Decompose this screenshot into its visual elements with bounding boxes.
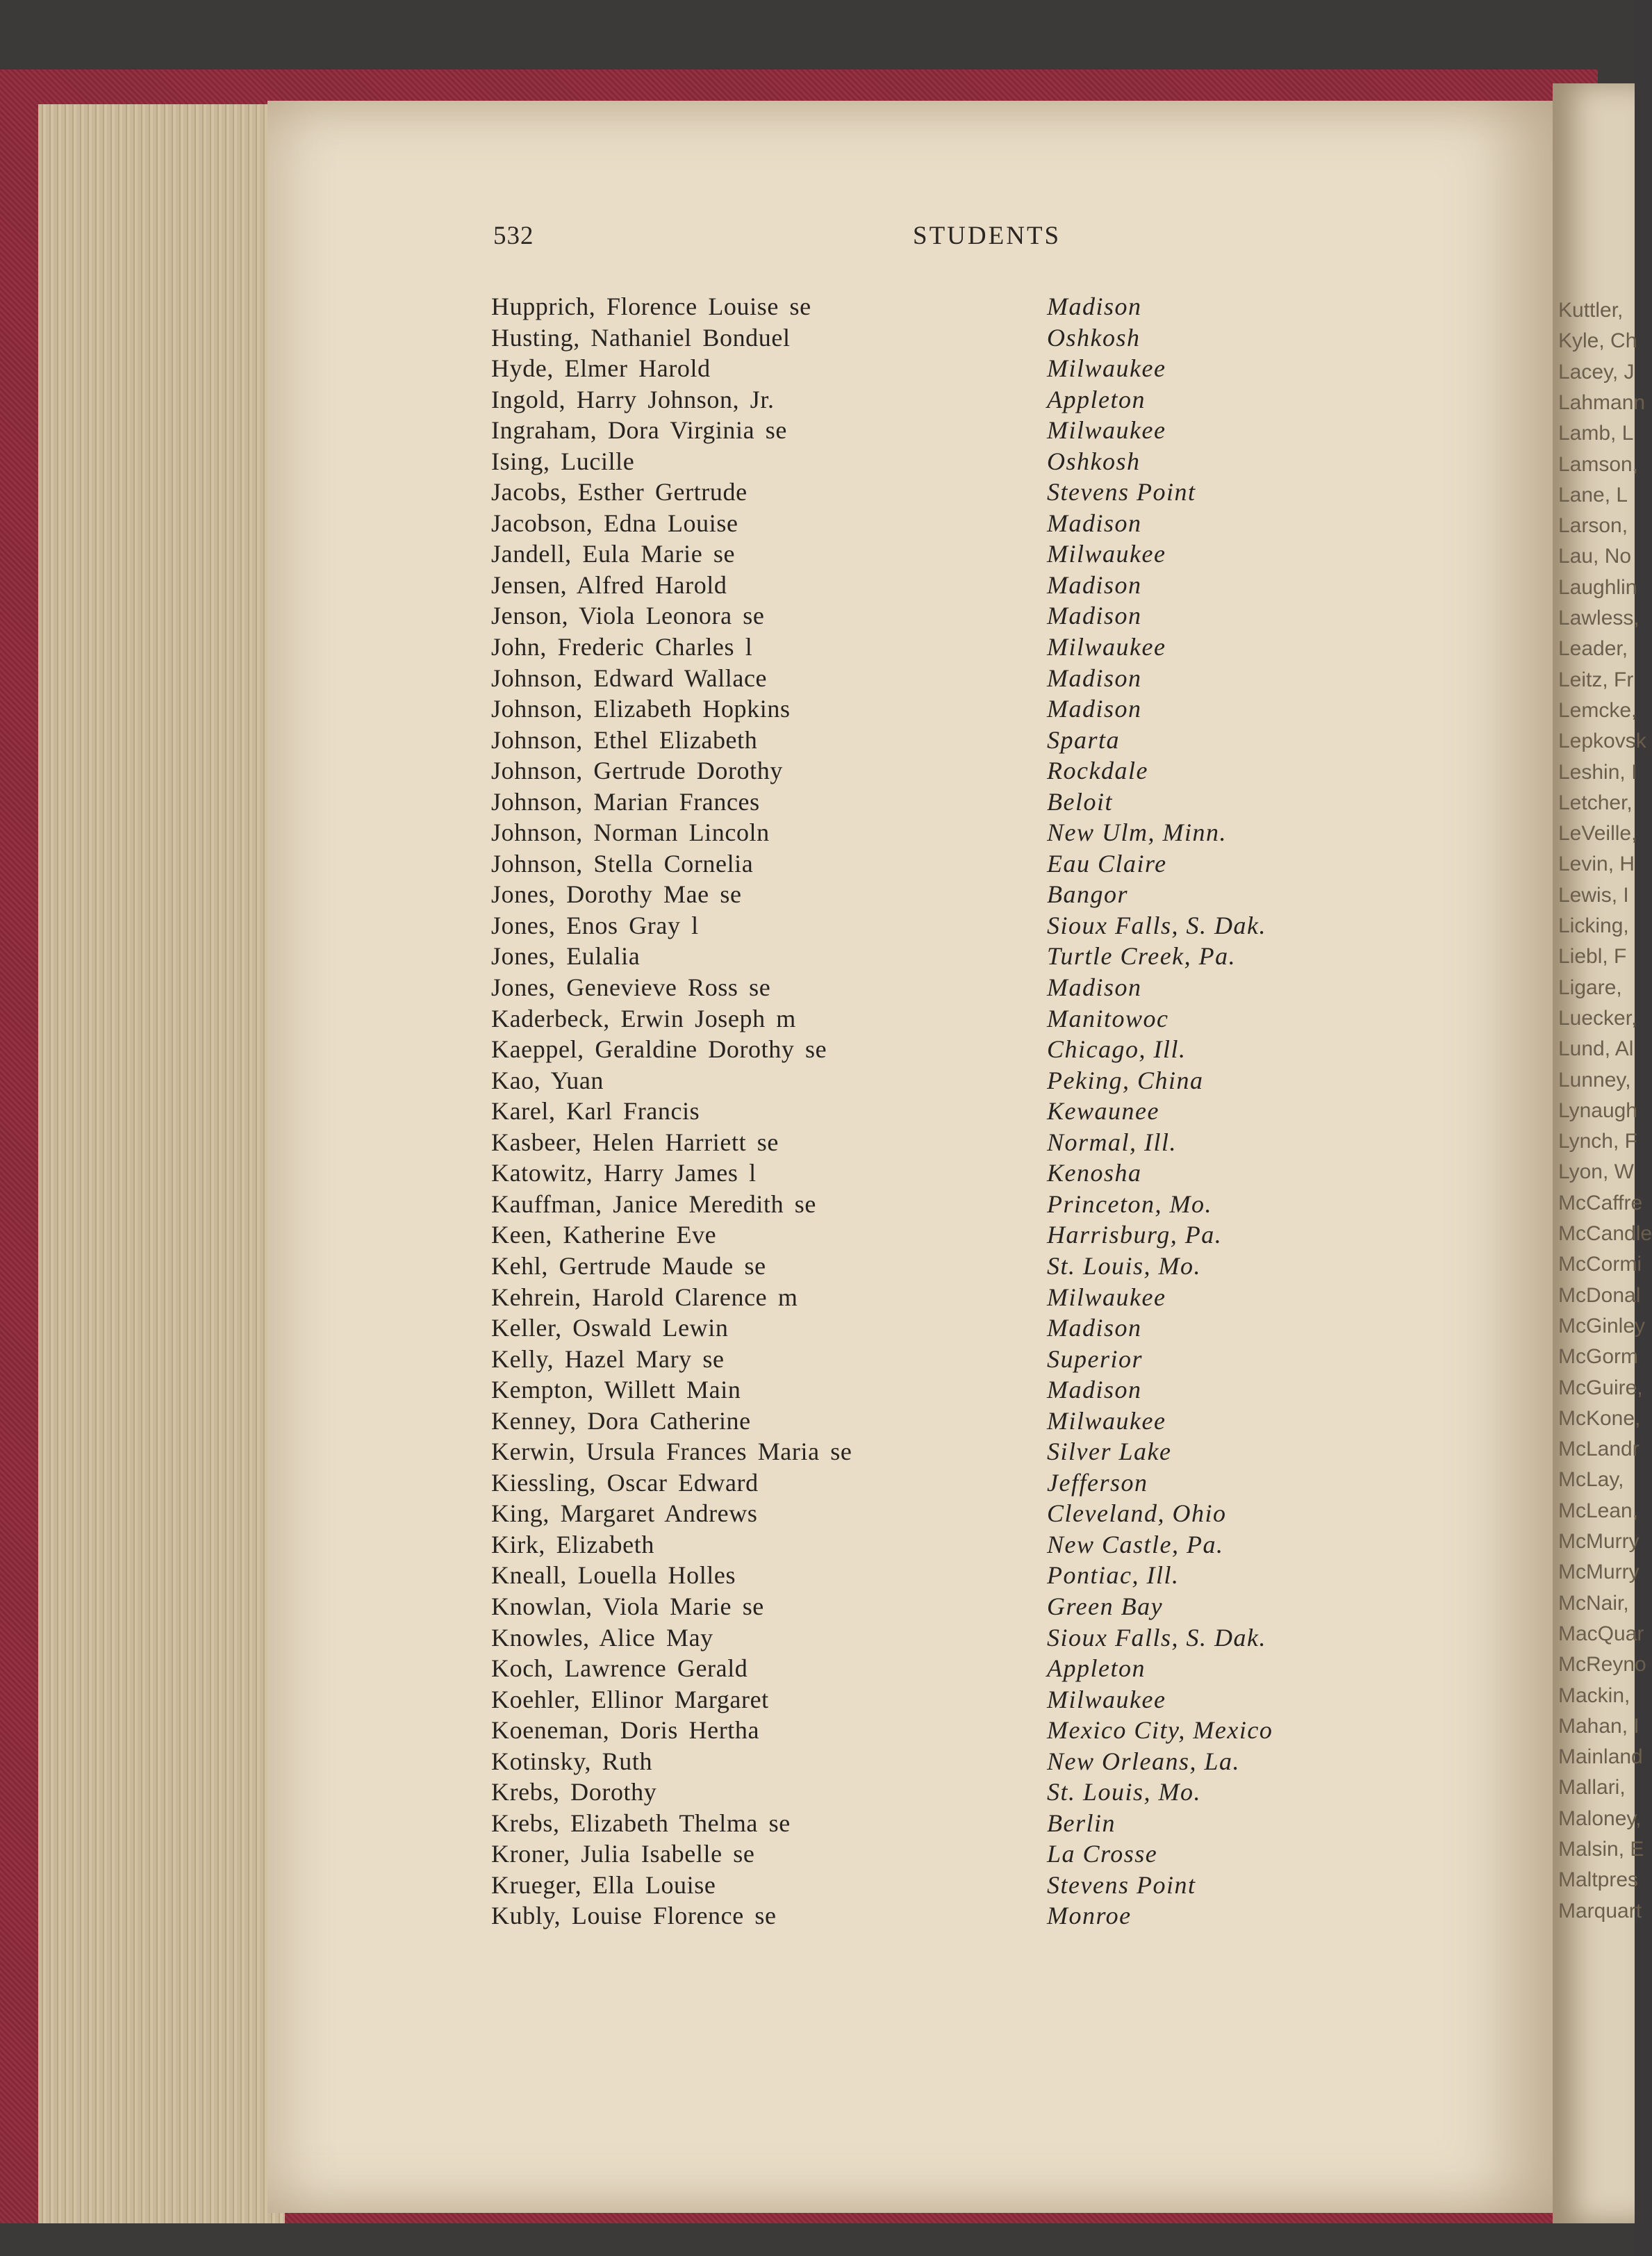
student-row (491, 1870, 1394, 1902)
facing-page-fragment: Laughlin (1558, 575, 1637, 599)
student-hometown: Manitowoc (1047, 1004, 1169, 1032)
facing-page-fragment: Maltpres (1558, 1868, 1639, 1892)
student-row (491, 1096, 1394, 1128)
student-row (491, 1158, 1394, 1189)
student-row (491, 1592, 1394, 1623)
student-name: Jacobs, Esther Gertrude (491, 478, 747, 507)
student-name: Husting, Nathaniel Bonduel (491, 323, 791, 352)
student-name: Kasbeer, Helen Harriett se (491, 1128, 779, 1156)
student-name: Kenney, Dora Catherine (491, 1406, 751, 1435)
facing-page-fragment: Liebl, F (1558, 945, 1627, 969)
student-hometown: Oshkosh (1047, 323, 1141, 352)
student-name: Ingraham, Dora Virginia se (491, 416, 787, 445)
student-name: Kneall, Louella Holles (491, 1561, 736, 1590)
student-hometown: Milwaukee (1047, 416, 1166, 445)
student-hometown: St. Louis, Mo. (1047, 1251, 1202, 1280)
student-row (491, 1901, 1394, 1932)
student-row (491, 1809, 1394, 1840)
student-hometown: Silver Lake (1047, 1438, 1172, 1466)
facing-page-fragment: Lund, Al (1558, 1037, 1634, 1061)
student-hometown: La Crosse (1047, 1840, 1158, 1868)
facing-page-names (1553, 83, 1652, 2223)
student-row (491, 664, 1394, 695)
student-name: Keller, Oswald Lewin (491, 1314, 729, 1342)
student-hometown: Milwaukee (1047, 1685, 1166, 1713)
student-row (491, 477, 1394, 509)
student-hometown: Princeton, Mo. (1047, 1189, 1212, 1218)
student-name: Jones, Eulalia (491, 942, 641, 971)
student-row (491, 1220, 1394, 1251)
student-hometown: Madison (1047, 1314, 1142, 1342)
student-name: Krebs, Elizabeth Thelma se (491, 1809, 791, 1837)
student-hometown: Stevens Point (1047, 478, 1196, 507)
student-row (491, 756, 1394, 787)
student-hometown: Oshkosh (1047, 447, 1141, 475)
facing-page-fragment: Luecker, (1558, 1006, 1637, 1030)
student-hometown: Superior (1047, 1344, 1143, 1373)
student-hometown: Normal, Ill. (1047, 1128, 1178, 1156)
student-row (491, 323, 1394, 354)
student-hometown: New Orleans, La. (1047, 1747, 1241, 1775)
student-hometown: New Castle, Pa. (1047, 1530, 1224, 1558)
student-hometown: Rockdale (1047, 757, 1148, 785)
student-name: Jandell, Eula Marie se (491, 540, 736, 568)
facing-page-fragment: Leshin, I (1558, 760, 1637, 784)
student-name: Jones, Enos Gray l (491, 911, 699, 939)
facing-page-fragment: Lynaugh (1558, 1098, 1637, 1122)
student-row (491, 1561, 1394, 1592)
facing-page-fragment: Lacey, J (1558, 360, 1635, 384)
facing-page-fragment: Malsin, E (1558, 1838, 1644, 1861)
student-name: Hyde, Elmer Harold (491, 354, 711, 383)
facing-page-fragment: Lunney, (1558, 1068, 1631, 1092)
student-row (491, 1066, 1394, 1097)
facing-page-fragment: LeVeille, (1558, 822, 1637, 846)
student-hometown: Cleveland, Ohio (1047, 1499, 1227, 1528)
student-name: Kehrein, Harold Clarence m (491, 1283, 798, 1311)
student-name: Kirk, Elizabeth (491, 1530, 654, 1558)
student-name: Krueger, Ella Louise (491, 1870, 716, 1899)
facing-page-fragment: McNair, (1558, 1591, 1629, 1615)
student-hometown: Peking, China (1047, 1066, 1204, 1094)
facing-page-fragment: McMurry (1558, 1530, 1639, 1553)
facing-page-fragment: McGuire, (1558, 1376, 1643, 1399)
student-row (491, 911, 1394, 942)
student-name: Kubly, Louise Florence se (491, 1902, 777, 1930)
student-row (491, 973, 1394, 1004)
student-hometown: Beloit (1047, 787, 1113, 816)
student-row (491, 849, 1394, 880)
student-name: Keen, Katherine Eve (491, 1221, 717, 1249)
student-row (491, 292, 1394, 323)
facing-page-fragment: Lamson, (1558, 452, 1639, 476)
student-name: Johnson, Gertrude Dorothy (491, 757, 783, 785)
facing-page-fragment: McKone, (1558, 1406, 1641, 1430)
student-row (491, 354, 1394, 385)
student-row (491, 1406, 1394, 1438)
student-row (491, 632, 1394, 664)
student-row (491, 1189, 1394, 1221)
student-name: Knowlan, Viola Marie se (491, 1592, 764, 1620)
student-row (491, 509, 1394, 540)
student-hometown: Madison (1047, 695, 1142, 723)
student-name: Johnson, Elizabeth Hopkins (491, 695, 791, 723)
student-name: Krebs, Dorothy (491, 1778, 657, 1806)
student-name: Kelly, Hazel Mary se (491, 1344, 725, 1373)
student-hometown: Madison (1047, 973, 1142, 1002)
student-row (491, 725, 1394, 757)
student-row (491, 787, 1394, 818)
student-row (491, 539, 1394, 570)
student-hometown: Berlin (1047, 1809, 1116, 1837)
student-name: Johnson, Stella Cornelia (491, 849, 754, 878)
student-hometown: Madison (1047, 664, 1142, 692)
student-name: Jones, Genevieve Ross se (491, 973, 771, 1002)
student-hometown: Sioux Falls, S. Dak. (1047, 911, 1266, 939)
student-row (491, 447, 1394, 478)
student-name: Johnson, Marian Frances (491, 787, 760, 816)
student-hometown: Milwaukee (1047, 540, 1166, 568)
student-row (491, 1283, 1394, 1314)
student-name: Kaeppel, Geraldine Dorothy se (491, 1035, 827, 1064)
facing-page-fragment: Lamb, L (1558, 422, 1634, 445)
student-row (491, 1839, 1394, 1870)
student-name: Ingold, Harry Johnson, Jr. (491, 385, 775, 413)
student-hometown: Madison (1047, 1376, 1142, 1404)
facing-page-fragment: McMurry (1558, 1561, 1639, 1584)
facing-page-fragment: McLean, (1558, 1499, 1639, 1522)
student-row (491, 1623, 1394, 1654)
student-hometown: Milwaukee (1047, 1283, 1166, 1311)
student-name: Koehler, Ellinor Margaret (491, 1685, 769, 1713)
student-row (491, 1654, 1394, 1685)
student-hometown: Madison (1047, 570, 1142, 599)
page-edges (38, 104, 285, 2223)
facing-page-fragment: Lawless, (1558, 607, 1639, 629)
student-row (491, 385, 1394, 416)
student-row (491, 1313, 1394, 1344)
student-name: John, Frederic Charles l (491, 633, 753, 661)
student-row (491, 1128, 1394, 1159)
student-row (491, 1344, 1394, 1376)
facing-page-fragment: Mainland (1558, 1745, 1643, 1769)
facing-page-fragment: Kyle, Ch (1558, 329, 1637, 353)
student-name: King, Margaret Andrews (491, 1499, 758, 1528)
facing-page-fragment: McGorm (1558, 1345, 1638, 1369)
student-list (491, 292, 1394, 1932)
student-row (491, 1499, 1394, 1530)
student-row (491, 1004, 1394, 1035)
student-name: Kauffman, Janice Meredith se (491, 1189, 816, 1218)
student-hometown: St. Louis, Mo. (1047, 1778, 1202, 1806)
facing-page-fragment: McCaffre (1558, 1191, 1643, 1215)
student-name: Koch, Lawrence Gerald (491, 1654, 748, 1683)
student-name: Koeneman, Doris Hertha (491, 1716, 760, 1745)
student-name: Katowitz, Harry James l (491, 1159, 757, 1187)
student-hometown: Milwaukee (1047, 1406, 1166, 1435)
facing-page-fragment: Mallari, (1558, 1776, 1626, 1800)
student-name: Karel, Karl Francis (491, 1097, 700, 1126)
student-hometown: Stevens Point (1047, 1870, 1196, 1899)
facing-page (1553, 83, 1652, 2223)
student-hometown: Bangor (1047, 880, 1128, 909)
facing-page-fragment: Lynch, F (1558, 1130, 1637, 1153)
facing-page-fragment: Kuttler, (1558, 299, 1624, 322)
student-row (491, 694, 1394, 725)
student-row (491, 1468, 1394, 1499)
facing-page-fragment: Lane, L (1558, 483, 1628, 507)
student-hometown: Milwaukee (1047, 354, 1166, 383)
facing-page-fragment: McCormi (1558, 1253, 1642, 1276)
student-name: Kempton, Willett Main (491, 1376, 741, 1404)
student-hometown: Chicago, Ill. (1047, 1035, 1187, 1064)
running-title: STUDENTS (913, 222, 1062, 250)
facing-page-fragment: McLandr (1558, 1438, 1639, 1461)
facing-page-fragment: McReyno (1558, 1653, 1646, 1677)
student-hometown: Madison (1047, 602, 1142, 630)
student-row (491, 1747, 1394, 1778)
facing-page-fragment: Levin, H (1558, 853, 1635, 876)
student-hometown: Monroe (1047, 1902, 1132, 1930)
student-name: Kotinsky, Ruth (491, 1747, 653, 1775)
student-name: Jacobson, Edna Louise (491, 509, 738, 537)
page-number: 532 (493, 222, 534, 250)
student-name: Johnson, Edward Wallace (491, 664, 768, 692)
facing-page-fragment: Lepkovsk (1558, 730, 1646, 753)
facing-page-fragment: Lewis, I (1558, 883, 1629, 907)
student-name: Kao, Yuan (491, 1066, 604, 1094)
student-hometown: Appleton (1047, 385, 1146, 413)
facing-page-fragment: MacQuar (1558, 1622, 1644, 1645)
student-hometown: Turtle Creek, Pa. (1047, 942, 1237, 971)
student-name: Jenson, Viola Leonora se (491, 602, 765, 630)
student-hometown: Madison (1047, 509, 1142, 537)
student-hometown: Green Bay (1047, 1592, 1164, 1620)
student-row (491, 415, 1394, 447)
student-hometown: Jefferson (1047, 1468, 1148, 1497)
student-row (491, 1685, 1394, 1716)
facing-page-fragment: Licking, (1558, 914, 1629, 937)
student-name: Johnson, Norman Lincoln (491, 818, 770, 847)
facing-page-fragment: Maloney, (1558, 1806, 1642, 1830)
student-hometown: Sparta (1047, 725, 1121, 754)
student-row (491, 1251, 1394, 1283)
student-hometown: Kenosha (1047, 1159, 1142, 1187)
student-hometown: Eau Claire (1047, 849, 1167, 878)
student-name: Knowles, Alice May (491, 1623, 713, 1652)
facing-page-fragment: Lau, No (1558, 545, 1632, 568)
facing-page-fragment: McCandle (1558, 1222, 1652, 1245)
student-name: Johnson, Ethel Elizabeth (491, 725, 758, 754)
student-name: Jensen, Alfred Harold (491, 570, 727, 599)
student-row (491, 1777, 1394, 1809)
student-name: Ising, Lucille (491, 447, 635, 475)
facing-page-fragment: McLay, (1558, 1468, 1624, 1492)
facing-page-fragment: Leitz, Fr (1558, 668, 1634, 691)
facing-page-fragment: McDonal (1558, 1283, 1641, 1307)
student-row (491, 941, 1394, 973)
facing-page-fragment: Mahan, I (1558, 1714, 1639, 1738)
student-name: Kaderbeck, Erwin Joseph m (491, 1004, 796, 1032)
student-hometown: Kewaunee (1047, 1097, 1159, 1126)
student-row (491, 570, 1394, 602)
student-name: Kehl, Gertrude Maude se (491, 1251, 766, 1280)
student-hometown: New Ulm, Minn. (1047, 818, 1227, 847)
student-name: Kiessling, Oscar Edward (491, 1468, 759, 1497)
student-name: Jones, Dorothy Mae se (491, 880, 742, 909)
student-row (491, 1715, 1394, 1747)
student-row (491, 880, 1394, 911)
student-hometown: Milwaukee (1047, 633, 1166, 661)
facing-page-fragment: Lahmann (1558, 390, 1646, 414)
facing-page-fragment: Larson, (1558, 514, 1628, 538)
student-hometown: Pontiac, Ill. (1047, 1561, 1180, 1590)
student-name: Kerwin, Ursula Frances Maria se (491, 1438, 852, 1466)
facing-page-fragment: Mackin, (1558, 1683, 1630, 1707)
student-row (491, 601, 1394, 632)
student-name: Kroner, Julia Isabelle se (491, 1840, 755, 1868)
student-row (491, 1530, 1394, 1561)
student-hometown: Madison (1047, 293, 1142, 320)
student-row (491, 1035, 1394, 1066)
student-row (491, 1375, 1394, 1406)
facing-page-fragment: Lemcke, (1558, 698, 1637, 722)
student-hometown: Appleton (1047, 1654, 1146, 1683)
student-row (491, 1437, 1394, 1468)
facing-page-fragment: Letcher, (1558, 791, 1633, 814)
student-hometown: Harrisburg, Pa. (1047, 1221, 1223, 1249)
facing-page-fragment: Leader, (1558, 637, 1628, 661)
student-hometown: Sioux Falls, S. Dak. (1047, 1623, 1266, 1652)
facing-page-fragment: Lyon, W (1558, 1160, 1634, 1184)
facing-page-fragment: Ligare, (1558, 975, 1622, 999)
student-name: Hupprich, Florence Louise se (491, 293, 811, 320)
facing-page-fragment: Marquart (1558, 1899, 1642, 1922)
student-row (491, 818, 1394, 849)
student-hometown: Mexico City, Mexico (1047, 1716, 1273, 1745)
facing-page-fragment: McGinley (1558, 1314, 1646, 1337)
